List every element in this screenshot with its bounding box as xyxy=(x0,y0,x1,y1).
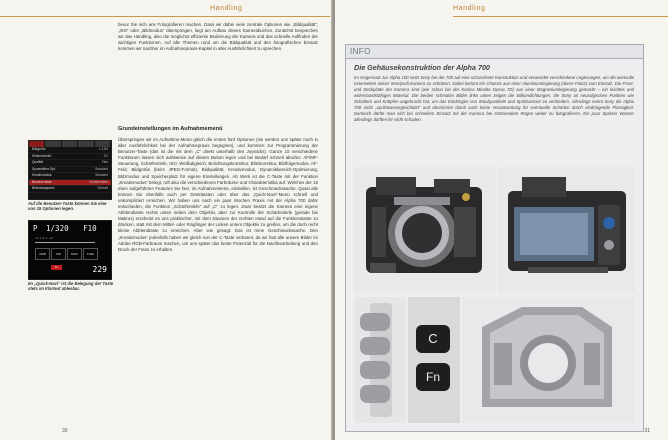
shot-counter: 229 xyxy=(92,265,107,274)
qn-cell: AWB xyxy=(35,248,50,260)
qn-cell: DRO xyxy=(67,248,82,260)
info-title: Die Gehäusekonstruktion der Alpha 700 xyxy=(354,63,490,72)
menu-row: Dynamikber.Opt. Standard xyxy=(29,167,111,174)
page-number-right: 31 xyxy=(644,428,650,434)
photo-chassis-front xyxy=(354,167,496,293)
menu-row: Bildgröße L:12M xyxy=(29,147,111,154)
fn-button-photo: Fn xyxy=(416,363,450,391)
caption-quick-navi: Im „Quick-Navi“ ist die Belegung der Taste stets im Klartext ablesbar. xyxy=(28,281,114,292)
camera-menu-screenshot xyxy=(28,140,112,200)
qn-cell: ISO xyxy=(51,248,66,260)
menu-row-selected: Benutzertaste Schärfentiefe xyxy=(29,180,111,187)
menu-row: Kreativmodus Standard xyxy=(29,173,111,180)
info-label: INFO xyxy=(346,45,643,59)
right-header-rule xyxy=(573,16,668,17)
photo-chassis-back xyxy=(498,167,635,293)
menu-tab xyxy=(78,141,94,147)
left-page xyxy=(0,0,333,440)
menu-row: Belichtungsschr. Schnell xyxy=(29,186,111,193)
photo-magnesium-shell xyxy=(462,297,635,423)
left-header-rule xyxy=(0,16,210,17)
right-running-head: Handling xyxy=(453,0,573,17)
info-box xyxy=(345,44,644,432)
quick-navi-exposure: P 1/320 F10 xyxy=(33,224,97,233)
menu-tab xyxy=(45,141,61,147)
right-page xyxy=(335,0,668,440)
quick-navi-screenshot xyxy=(28,220,112,280)
menu-tab xyxy=(62,141,78,147)
caption-benutzer-taste: Auf die Benutzer-Taste können Sie eine von 15 Optionen legen. xyxy=(28,201,107,212)
left-intro-text: bevor Sie sich ans Fotografieren machen. Dass wir dabei viele zentrale Optionen wie „Bildqualität“, „ISO“ oder „Bildmodus“ überspringen, liegt am Aufbau dieses Kamerabuches. Zunächst besprechen wir das Handling, also die möglichst effiziente Bedienung der Kamera und das schnelle Auffinden der wichtigen Funktionen. Auf alle Themen rund um die Bildqualität und den fotografischen Einsatz kommen wir nachher im Aufnahmepraxis-Kapitel in aller Ausführlichkeit zu sprechen. xyxy=(118,22,318,52)
exposure-scale: -2..1..0..1..+2 xyxy=(35,236,95,243)
fn-key-indicator: Fn xyxy=(51,265,62,270)
section-heading: Grundeinstellungen im Aufnahmemenü xyxy=(118,126,223,132)
photo-c-fn-buttons xyxy=(408,297,460,423)
left-body-text: Überspringen wir im Aufnahme-Menü gleich die ersten fünf Optionen (sie werden uns später noch in aller Ausführlichkeit bei der Aufnahmepraxis begegnen), und kommen zur Programmierung der Benutzer-Taste (das ist die mit dem „C“ direkt unterhalb des Joysticks). Ganze 15 verschiedene Funktionen lassen sich wahlweise auf diesen Button legen und bei Bedarf schnell abrufen: AF/MF-Steuerung, Schärfentiefe, ISO, Weißabgleich, Belichtungskorrektur, Blitzkorrektur, Bildfolgemodus, AF-Feld, Bildgröße (beim JPEG-Format), Bildqualität, Kreativmodus, Dynamikbereich-Optimierung, Blitzmodus und Speicherplatz für eigene Einstellungen. Ab Werk ist die C-Taste mit der Funktion „Kreativmodus“ belegt, ruft also die verschiedenen Farbräume und Charakteristika auf. Welches der 15 eben aufgeführten Features Sie hier, im Aufnahmemenü, einstellen, ist Geschmackssache. Quasi alle können Sie ebenfalls auch per Direkttasten oder über das „Quick-Navi“-Menü schnell und unkompliziert erreichen. Wir haben uns nach ein paar Wochen Praxis mit der Alpha 700 dafür entschieden, die Funktion „Schärfentiefe“ auf „C“ zu legen. Zwar besitzt die Kamera eine eigene Abblendtaste rechts unten neben dem Objektiv, aber zur Kontrolle der Schärfentiefe (gerade bei Makros) erscheint es uns praktischer, mit dem Daumen der rechten Hand auf die Funktionstaste zu drücken, statt mit dem Mittel- oder Ringfinger der Linken unters Objektiv zu greifen, um die doch recht kleine Abblendtaste zu erreichen. Aber wie gesagt: Das ist reine Geschmackssache. Den „Kreativmodus“ jedenfalls haben wir gleich von der C-Taste verbannt, da wir fast alle unsere Bilder im Adobe RGB-Farbraum machen, um uns später das beste Potenzial für die Nachbearbeitung und den Druck der Fotos zu erhalten. xyxy=(118,137,318,252)
menu-row: Seitenverhält. 3:2 xyxy=(29,154,111,161)
qn-cell: FINE xyxy=(83,248,98,260)
menu-row: Qualität Fein xyxy=(29,160,111,167)
photo-seals xyxy=(354,297,406,423)
c-button-photo: C xyxy=(416,325,450,353)
info-text: Im Gegensatz zur Alpha 100 setzt Sony bei der 700 auf eine schussfeste Konstruktion und verwendet verschiedene Legierungen, um die wertvolle Innenseiten seiner Semiprofi-Kamera zu schützen. Dabei kommt ein Chassis aus einer Aluminiumlegierung (obere Fotos) zum Einsatz. Die Front- und Deckplatte der Kamera sind (wie schon bei der Konica Minolta Dynax 7D) aus einer Magnesiumlegierung gemacht – ein leichtes und widerstandsfähiges Material. Die beiden schmalen Bilder links unten zeigen die Silikondichtungen, die Sony an neuralgischen Punkten wie Schaltern und Knöpfen angebracht hat, um das Eindringen von Staubpartikeln und Spritzwasser zu verhindern. Allerdings nennt Sony die Alpha 700 nicht „spritzwassergeschützt“ und übernimmt damit auch keine Verantwortung für eventuelle Schäden durch eindringende Flüssigkeit. Dennoch dürfte man sich bei schnellem Einsatz mit der Kamera bei strömendem Regen weiter zu fotografieren, Ein paar Spritzer Wasser allerdings dürften ihr nicht schaden. xyxy=(354,75,634,122)
left-running-head: Handling xyxy=(210,0,330,17)
page-number-left: 30 xyxy=(62,428,68,434)
